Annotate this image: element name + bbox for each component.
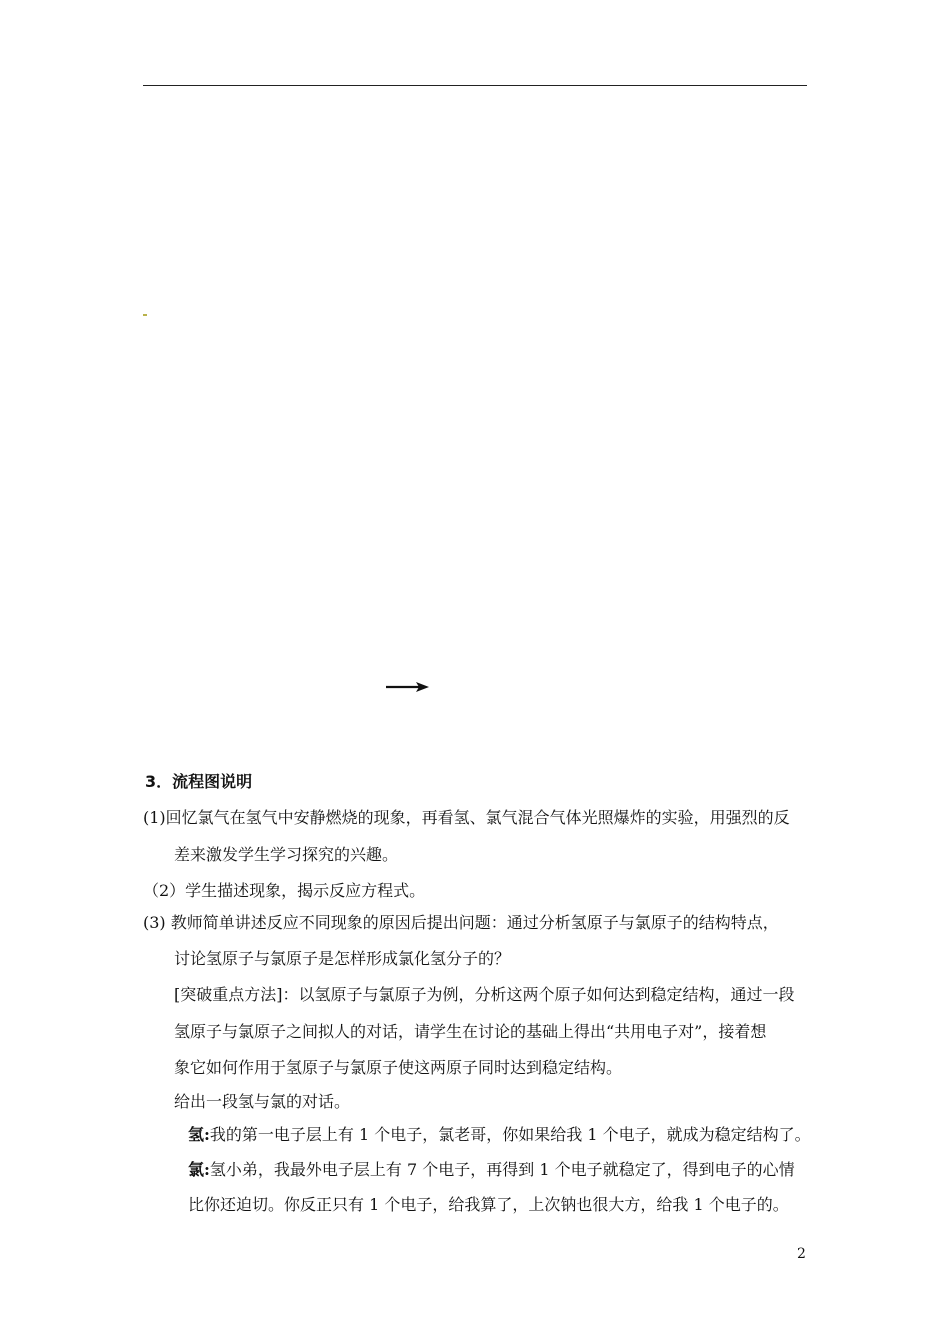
- dialogue-intro: 给出一段氢与氯的对话。: [174, 1092, 351, 1111]
- dialogue-hydrogen: [188, 1125, 811, 1145]
- section-title: 3．流程图说明: [145, 772, 253, 791]
- chlorine-speaker: 氯:: [188, 1160, 210, 1179]
- image-speck: [143, 314, 147, 316]
- dialogue-chlorine-line-1: [188, 1160, 795, 1180]
- method-line-2: 氢原子与氯原子之间拟人的对话，请学生在讨论的基础上得出“共用电子对”，接着想: [174, 1022, 767, 1041]
- paragraph-3-line-1: (3) 教师简单讲述反应不同现象的原因后提出问题：通过分析氢原子与氯原子的结构特点，: [143, 913, 779, 932]
- hydrogen-speaker: 氢:: [188, 1125, 210, 1144]
- header-rule: [143, 85, 807, 86]
- method-line-3: 象它如何作用于氢原子与氯原子使这两原子同时达到稳定结构。: [174, 1058, 623, 1077]
- dialogue-chlorine-line-2: 比你还迫切。你反正只有 1 个电子，给我算了，上次钠也很大方，给我 1 个电子的。: [188, 1195, 789, 1214]
- paragraph-1-line-2: 差来激发学生学习探究的兴趣。: [174, 845, 399, 864]
- hydrogen-text: 我的第一电子层上有 1 个电子，氯老哥，你如果给我 1 个电子，就成为稳定结构了。: [209, 1125, 811, 1144]
- paragraph-2: （2）学生描述现象，揭示反应方程式。: [143, 881, 426, 900]
- flow-arrow-icon: [386, 680, 430, 694]
- paragraph-1-line-1: (1)回忆氯气在氢气中安静燃烧的现象，再看氢、氯气混合气体光照爆炸的实验，用强烈的反: [143, 808, 790, 827]
- paragraph-3-line-2: 讨论氢原子与氯原子是怎样形成氯化氢分子的？: [174, 949, 511, 968]
- method-line-1: [突破重点方法]：以氢原子与氯原子为例，分析这两个原子如何达到稳定结构，通过一段: [174, 985, 795, 1004]
- page-number: 2: [797, 1246, 806, 1262]
- chlorine-text-1: 氢小弟，我最外电子层上有 7 个电子，再得到 1 个电子就稳定了，得到电子的心情: [209, 1160, 795, 1179]
